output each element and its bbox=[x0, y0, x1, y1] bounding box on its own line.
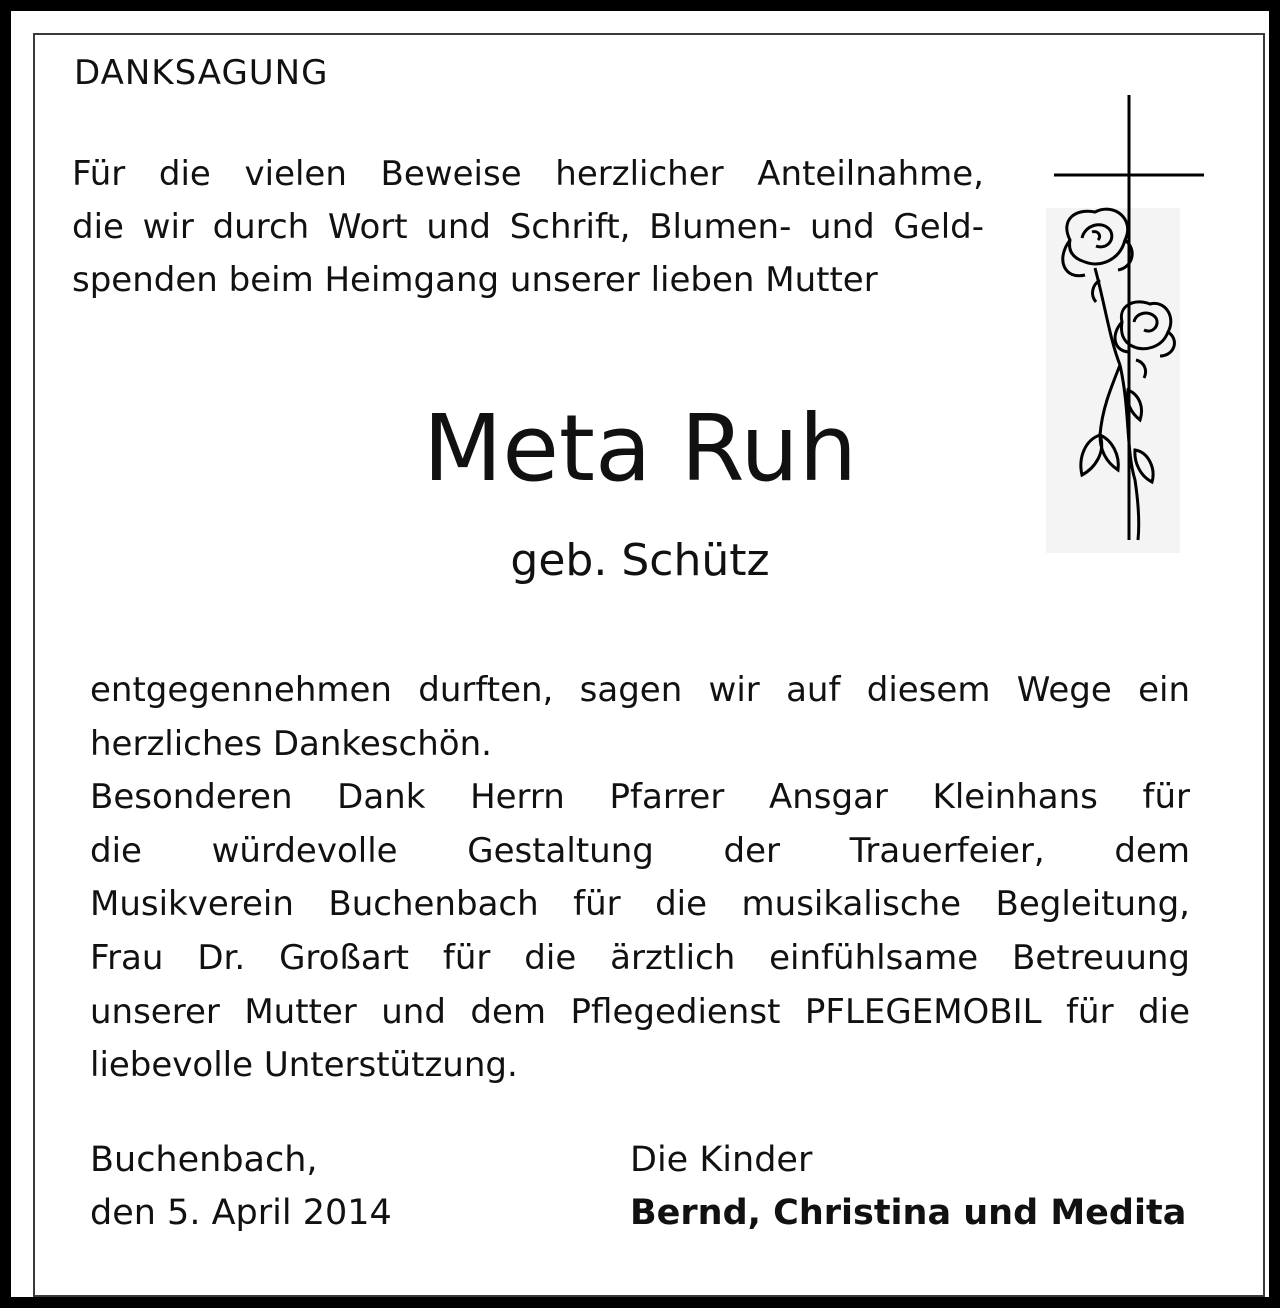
body-line: liebevolle Unterstützung. bbox=[90, 1045, 518, 1086]
signers-names: Bernd, Christina und Medita bbox=[630, 1193, 1187, 1233]
body-line: entgegennehmen durften, sagen wir auf diesem Wege ein bbox=[90, 670, 1190, 710]
body-line: Musikverein Buchenbach für die musikalische Begleitung, bbox=[90, 884, 1190, 925]
signers-label: Die Kinder bbox=[630, 1140, 813, 1180]
notice-date: den 5. April 2014 bbox=[90, 1193, 392, 1233]
body-line: unserer Mutter und dem Pflegedienst PFLEGEMOBIL für die bbox=[90, 991, 1190, 1032]
signers bbox=[630, 1134, 1186, 1240]
body-line: die würdevolle Gestaltung der Trauerfeier, dem bbox=[90, 830, 1190, 871]
deceased-name: Meta Ruh bbox=[422, 395, 858, 502]
intro-line: spenden beim Heimgang unserer lieben Mutter bbox=[72, 260, 878, 300]
intro-line: Für die vielen Beweise herzlicher Anteilnahme, bbox=[72, 154, 984, 194]
notice-heading: DANKSAGUNG bbox=[74, 53, 329, 93]
intro-paragraph bbox=[72, 148, 984, 307]
body-paragraph bbox=[90, 664, 1190, 1093]
body-line: Frau Dr. Großart für die ärztlich einfühlsame Betreuung bbox=[90, 937, 1190, 978]
intro-line: die wir durch Wort und Schrift, Blumen- und Geld- bbox=[72, 207, 984, 247]
birth-name: geb. Schütz bbox=[510, 535, 770, 586]
place-name: Buchenbach, bbox=[90, 1140, 318, 1180]
body-line: herzliches Dankeschön. bbox=[90, 723, 492, 764]
place-date bbox=[90, 1134, 392, 1240]
body-line: Besonderen Dank Herrn Pfarrer Ansgar Kleinhans für bbox=[90, 777, 1190, 818]
